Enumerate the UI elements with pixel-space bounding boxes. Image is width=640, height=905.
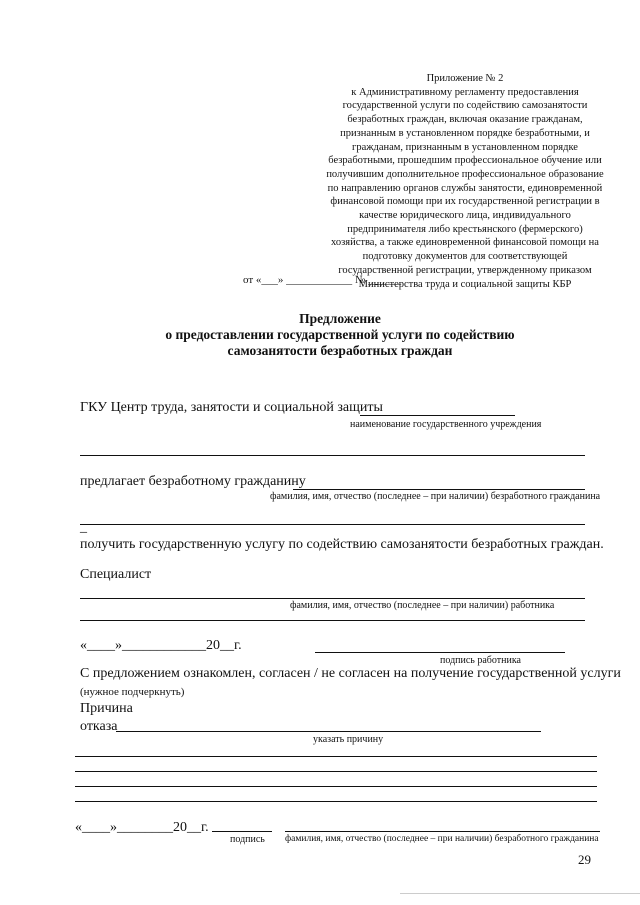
receive-text: получить государственную услугу по содействию самозанятости безработных граждан. <box>80 537 604 552</box>
date-text: «____»____________20__г. <box>80 638 242 653</box>
org-field-line-2[interactable] <box>80 455 585 456</box>
appendix-line: безработными, прошедшим профессиональное обучение или <box>328 155 602 167</box>
signature-caption: подпись <box>230 834 265 845</box>
reason-caption: указать причину <box>313 734 384 745</box>
citizen-caption: фамилия, имя, отчество (последнее – при наличии) безработного гражданина <box>270 491 601 502</box>
appendix-line: государственной регистрации, утвержденному приказом <box>338 264 592 276</box>
reason-extra-line[interactable] <box>75 771 597 772</box>
citizen-caption-2: фамилия, имя, отчество (последнее – при наличии) безработного гражданина <box>285 834 599 844</box>
appendix-line: подготовку документов для соответствующей <box>362 251 568 263</box>
worker-sign-caption: подпись работника <box>440 655 521 666</box>
appendix-line: государственной услуги по содействию самозанятости <box>342 100 588 112</box>
reason-extra-line[interactable] <box>75 786 597 787</box>
refusal-label: отказа <box>80 719 118 734</box>
appendix-line: Министерства труда и социальной защиты КБР <box>358 278 572 290</box>
consent-text: С предложением ознакомлен, согласен / не согласен на получение государственной услуги <box>80 666 621 681</box>
org-field-line[interactable] <box>360 415 515 416</box>
appendix-line: хозяйства, а также единовременной финансовой помощи на <box>331 237 599 249</box>
citizen-sign-line[interactable] <box>212 831 272 832</box>
reason-extra-line[interactable] <box>75 756 597 757</box>
reason-field-line[interactable] <box>116 731 541 732</box>
appendix-line: безработных граждан, включая оказание гражданам, <box>347 114 583 126</box>
specialist-label: Специалист <box>80 567 152 582</box>
appendix-line: получившим дополнительное профессиональное образование <box>326 168 604 180</box>
offers-text: предлагает безработному гражданину <box>80 474 306 489</box>
appendix-block <box>310 72 620 291</box>
reason-label: Причина <box>80 701 133 716</box>
appendix-line: признанным в установленном порядке безработными, и <box>340 127 590 139</box>
underline-hint: (нужное подчеркнуть) <box>80 686 185 698</box>
appendix-line: качестве юридического лица, индивидуального <box>359 210 571 222</box>
citizen-name-line[interactable] <box>285 831 600 832</box>
worker-sign-line[interactable] <box>315 652 565 653</box>
appendix-date-line: от «___» ____________ № ______ <box>243 274 402 286</box>
appendix-line: гражданам, признанным в установленном порядке <box>352 141 578 153</box>
org-caption: наименование государственного учреждения <box>350 419 542 430</box>
appendix-line: финансовой помощи при их государственной регистрации в <box>330 196 600 208</box>
reason-extra-line[interactable] <box>75 801 597 802</box>
footer-rule <box>400 893 640 894</box>
citizen-field-line-2[interactable] <box>80 524 585 525</box>
page-number: 29 <box>578 852 591 867</box>
appendix-number: Приложение № 2 <box>426 73 504 84</box>
appendix-line: по направлению органов службы занятости, единовременной <box>327 182 603 194</box>
worker-caption: фамилия, имя, отчество (последнее – при наличии) работника <box>290 600 555 611</box>
citizen-field-line[interactable] <box>293 489 585 490</box>
specialist-field-line[interactable] <box>80 598 585 599</box>
appendix-line: к Административному регламенту предоставления <box>351 86 579 98</box>
org-text: ГКУ Центр труда, занятости и социальной защиты <box>80 400 383 415</box>
document-subtitle-line: самозанятости безработных граждан <box>227 343 453 358</box>
dash-mark: _ <box>80 520 87 535</box>
document-subtitle-line: о предоставлении государственной услуги по содействию <box>165 327 515 342</box>
document-title: Предложение <box>299 311 381 326</box>
appendix-line: предпринимателя либо крестьянского (фермерского) <box>347 223 583 235</box>
specialist-field-line-2[interactable] <box>80 620 585 621</box>
date-text-2: «____»________20__г. <box>75 820 209 835</box>
